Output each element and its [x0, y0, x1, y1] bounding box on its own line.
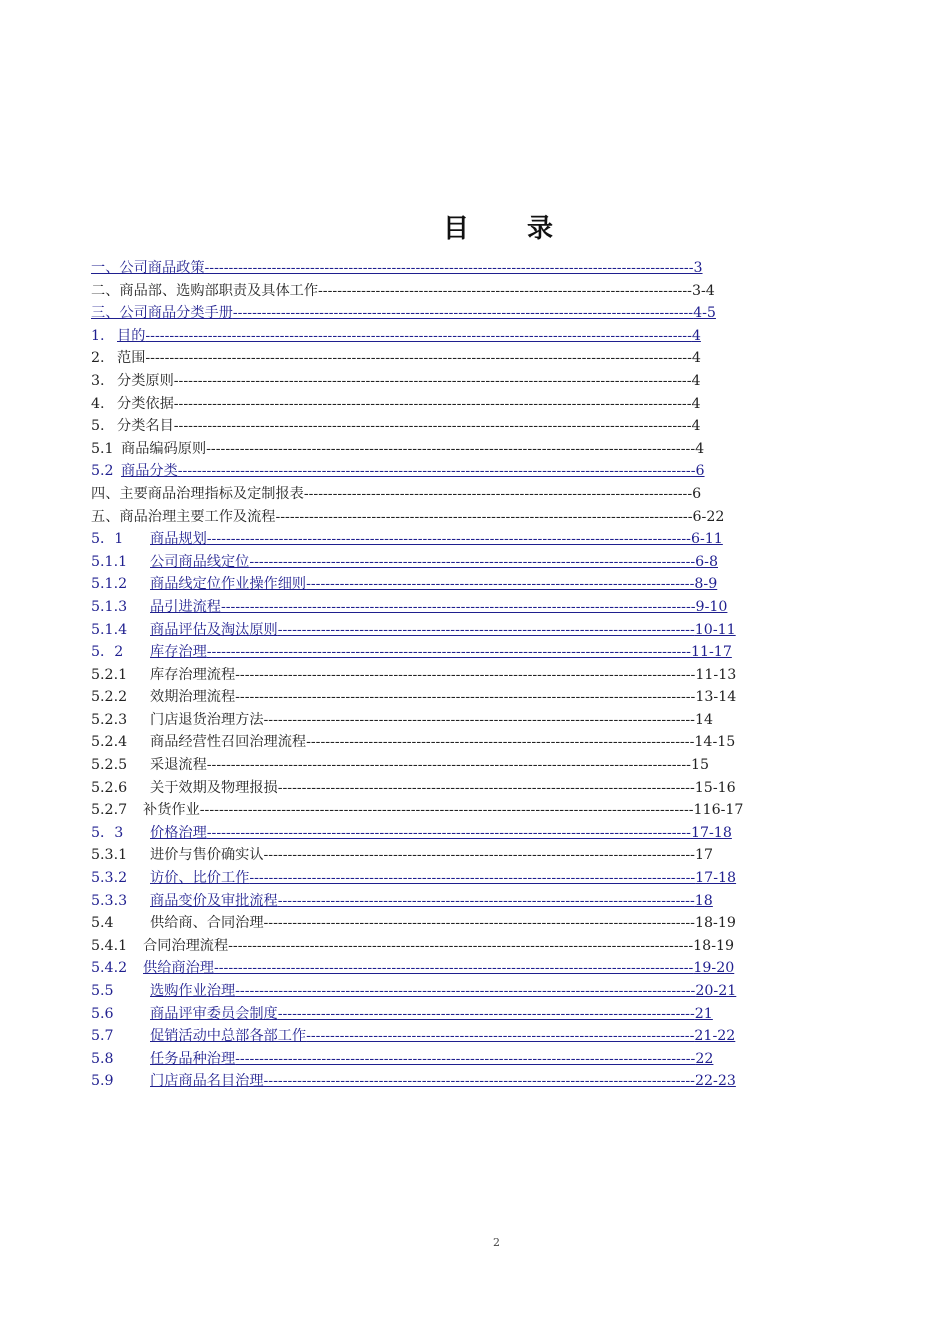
toc-entry-content: [91, 686, 736, 709]
toc-entry-title: 门店商品名目治理: [150, 1073, 264, 1090]
toc-leader-dots: ---------------------------------------------------------------------------------------: [277, 1005, 695, 1022]
toc-entry-page: 21: [694, 1005, 713, 1022]
toc-entry[interactable]: [91, 822, 771, 845]
toc-leader-dots: ---------------------------------------------------------------------------------------------------: [220, 598, 696, 615]
toc-entry[interactable]: [91, 1003, 771, 1026]
toc-entry-content[interactable]: [91, 596, 727, 619]
toc-entry: [91, 935, 771, 958]
toc-entry-number: 5.1.4: [91, 621, 128, 638]
toc-entry-title: 进价与售价确实认: [150, 847, 264, 864]
toc-entry-content[interactable]: [91, 641, 732, 664]
toc-entry-number: 5.9: [91, 1073, 114, 1090]
toc-leader-dots: ---------------------------------------------------------------------------------------------: [249, 870, 696, 887]
toc-entry[interactable]: [91, 573, 771, 596]
toc-entry-title: 分类名目: [117, 418, 174, 435]
toc-entry-number: 5.3.3: [91, 892, 128, 909]
toc-leader-dots: ------------------------------------------------------------------------------------------------: [235, 689, 696, 706]
toc-entry-content[interactable]: [91, 867, 736, 890]
toc-entry-number: 5.4.1: [91, 937, 128, 954]
toc-entry-page: 4: [691, 418, 701, 435]
toc-entry: [91, 777, 771, 800]
toc-entry-content[interactable]: [91, 1070, 736, 1093]
toc-entry-content[interactable]: [91, 1048, 713, 1071]
toc-entry[interactable]: [91, 1048, 771, 1071]
toc-entry-number: 5.3.2: [91, 870, 128, 887]
toc-entry[interactable]: [91, 1025, 771, 1048]
toc-entry-number: 5.1: [91, 440, 114, 457]
toc-entry: [91, 754, 771, 777]
toc-entry-title: 商品评审委员会制度: [150, 1005, 278, 1022]
toc-entry-content: [91, 664, 736, 687]
toc-entry-content: [91, 393, 701, 416]
toc-entry-title: 供给商、合同治理: [150, 915, 264, 932]
toc-entry[interactable]: [91, 980, 771, 1003]
toc-entry-number: 5.8: [91, 1050, 114, 1067]
toc-leader-dots: ------------------------------------------------------------------------------------------------------------: [173, 395, 692, 412]
toc-entry[interactable]: [91, 528, 771, 551]
toc-leader-dots: ------------------------------------------------------------------------------------------: [263, 847, 695, 864]
toc-entry-number: 2.: [91, 350, 105, 367]
toc-entry-title: 采退流程: [150, 757, 207, 774]
toc-leader-dots: ---------------------------------------------------------------------------------------: [275, 508, 693, 525]
toc-entry-number: 5．2: [91, 644, 124, 661]
toc-entry-content: [91, 799, 743, 822]
toc-entry: [91, 347, 771, 370]
toc-entry-title: 目的: [117, 327, 146, 344]
toc-entry-title: 促销活动中总部各部工作: [150, 1028, 307, 1045]
table-of-contents: [91, 257, 771, 1093]
toc-entry-title: 商品经营性召回治理流程: [150, 734, 307, 751]
toc-entry-title: 一、公司商品政策: [91, 260, 205, 276]
toc-leader-dots: ------------------------------------------------------------------------------------------: [263, 915, 695, 932]
toc-entry-number: 5.2.3: [91, 711, 128, 728]
toc-entry-title: 分类原则: [117, 372, 174, 389]
toc-entry-page: 18-19: [693, 937, 735, 954]
toc-entry-content: [91, 912, 736, 935]
toc-entry-title: 商品评估及淘汰原则: [150, 621, 278, 638]
toc-entry-title: 四、主要商品治理指标及定制报表: [91, 485, 304, 502]
toc-entry-number: 5.2.4: [91, 734, 128, 751]
toc-entry[interactable]: [91, 325, 771, 348]
toc-entry-content: [91, 935, 734, 958]
toc-entry-title: 库存治理流程: [150, 666, 236, 683]
toc-entry-page: 6-22: [692, 508, 725, 525]
toc-leader-dots: -------------------------------------------------------------------------------------------------: [228, 937, 694, 954]
toc-leader-dots: -----------------------------------------------------------------------------------------------------: [206, 644, 691, 661]
toc-entry-title: 任务品种治理: [150, 1050, 236, 1067]
toc-entry[interactable]: [91, 257, 771, 280]
toc-entry-page: 10-11: [694, 621, 736, 638]
toc-entry-content[interactable]: [91, 980, 736, 1003]
toc-entry-number: 5.4.2: [91, 960, 128, 977]
toc-entry-title: 二、商品部、选购部职责及具体工作: [91, 282, 319, 299]
toc-entry-title: 库存治理: [150, 644, 207, 661]
toc-entry-page: 11-13: [695, 666, 737, 683]
toc-leader-dots: -----------------------------------------------------------------------------------------------------: [206, 531, 691, 548]
toc-entry[interactable]: [91, 867, 771, 890]
toc-entry-content[interactable]: [91, 957, 734, 980]
toc-entry-page: 6: [692, 485, 702, 502]
toc-entry: [91, 844, 771, 867]
toc-title-right: 录: [527, 214, 556, 244]
toc-entry[interactable]: [91, 957, 771, 980]
toc-entry-content: [91, 370, 701, 393]
toc-entry-page: 13-14: [695, 689, 737, 706]
toc-entry[interactable]: [91, 460, 771, 483]
toc-leader-dots: ------------------------------------------------------------------------------------------------------------: [173, 372, 692, 389]
toc-leader-dots: ---------------------------------------------------------------------------------: [303, 485, 693, 502]
toc-entry[interactable]: [91, 596, 771, 619]
toc-entry-number: 5.7: [91, 1028, 114, 1045]
toc-entry-title: 效期治理流程: [150, 689, 236, 706]
toc-entry-content[interactable]: [91, 822, 732, 845]
toc-entry-content: [91, 483, 701, 506]
toc-entry-number: 5.2: [91, 463, 114, 480]
toc-entry-title: 补货作业: [143, 802, 200, 819]
toc-entry-title: 商品变价及审批流程: [150, 892, 278, 909]
toc-entry: [91, 731, 771, 754]
toc-entry-page: 18-19: [694, 915, 736, 932]
toc-entry-number: 5.2.5: [91, 757, 128, 774]
toc-entry-title: 供给商治理: [143, 960, 214, 977]
toc-entry-number: 5.2.1: [91, 666, 128, 683]
toc-entry-page: 6-11: [690, 531, 723, 548]
toc-entry-content: [91, 347, 701, 370]
toc-entry-page: 20-21: [695, 983, 737, 999]
toc-entry-content: [91, 844, 713, 867]
toc-entry[interactable]: [91, 551, 771, 574]
toc-entry-content[interactable]: [91, 573, 717, 596]
toc-leader-dots: ------------------------------------------------------------------------------------------------------------------: [145, 327, 692, 344]
toc-entry-page: 22: [695, 1050, 714, 1067]
toc-entry: [91, 393, 771, 416]
toc-leader-dots: ------------------------------------------------------------------------------------------------: [235, 983, 696, 999]
toc-entry-content: [91, 506, 724, 529]
toc-entry-page: 116-17: [693, 802, 744, 819]
toc-entry-number: 5.: [91, 418, 105, 435]
toc-entry-page: 4: [691, 350, 701, 367]
toc-entry-title: 关于效期及物理报损: [150, 779, 278, 796]
toc-entry-content[interactable]: [91, 528, 723, 551]
toc-title: [0, 208, 950, 245]
toc-entry-page: 21-22: [694, 1028, 736, 1045]
toc-leader-dots: ---------------------------------------------------------------------------------------: [277, 621, 695, 638]
toc-entry: [91, 912, 771, 935]
toc-leader-dots: ---------------------------------------------------------------------------------: [306, 1028, 695, 1045]
toc-entry-page: 17-18: [690, 824, 732, 841]
toc-title-left: 目: [442, 214, 471, 244]
toc-leader-dots: ---------------------------------------------------------------------------------------: [277, 892, 695, 909]
toc-entry: [91, 280, 771, 303]
toc-entry: [91, 370, 771, 393]
toc-entry-page: 14: [694, 711, 714, 728]
toc-entry-number: 5．1: [91, 531, 124, 548]
toc-entry-content[interactable]: [91, 1003, 713, 1026]
toc-entry-content: [91, 415, 701, 438]
toc-entry-page: 4: [691, 395, 701, 412]
toc-leader-dots: ------------------------------------------------------------------------------------------------------------: [173, 418, 692, 435]
toc-leader-dots: ---------------------------------------------------------------------------------------------: [249, 553, 696, 570]
toc-entry-title: 门店退货治理方法: [150, 711, 264, 728]
toc-leader-dots: ------------------------------------------------------------------------------------------: [263, 1073, 695, 1090]
toc-entry-number: 5.1.2: [91, 576, 128, 593]
toc-entry-page: 19-20: [693, 960, 735, 977]
toc-entry: [91, 799, 771, 822]
toc-entry-page: 18: [694, 892, 713, 909]
toc-entry-page: 4: [695, 440, 705, 457]
toc-entry: [91, 506, 771, 529]
toc-entry-title: 访价、比价工作: [150, 870, 250, 887]
toc-entry-content[interactable]: [91, 551, 718, 574]
toc-entry-content: [91, 777, 736, 800]
toc-entry-page: 8-9: [694, 576, 718, 593]
toc-entry-title: 公司商品线定位: [150, 553, 250, 570]
toc-entry-content: [91, 709, 713, 732]
toc-entry-page: 4-5: [693, 305, 716, 322]
toc-entry-content: [91, 731, 735, 754]
toc-entry-number: 5.6: [91, 1005, 114, 1022]
toc-entry-content[interactable]: [91, 619, 736, 642]
toc-leader-dots: ---------------------------------------------------------------------------------: [306, 576, 695, 593]
toc-entry[interactable]: [91, 641, 771, 664]
toc-entry: [91, 686, 771, 709]
toc-entry: [91, 438, 771, 461]
toc-entry-title: 商品编码原则: [121, 440, 207, 457]
toc-leader-dots: -------------------------------------------------------------------------------------------------------: [199, 802, 694, 819]
toc-leader-dots: ---------------------------------------------------------------------------------------: [277, 779, 695, 796]
page-number: 2: [493, 1236, 500, 1249]
toc-entry-content: [91, 438, 704, 461]
toc-entry-page: 6-8: [695, 553, 719, 570]
toc-entry-title: 五、商品治理主要工作及流程: [91, 508, 276, 525]
toc-entry-page: 17: [694, 847, 714, 864]
toc-entry-page: 6: [695, 463, 705, 480]
toc-entry-content[interactable]: [91, 302, 716, 325]
toc-entry-number: 5．3: [91, 824, 124, 841]
toc-entry-number: 5.5: [91, 983, 114, 999]
toc-entry-content[interactable]: [91, 460, 705, 483]
toc-entry-title: 品引进流程: [150, 598, 221, 615]
toc-entry: [91, 415, 771, 438]
toc-entry-title: 三、公司商品分类手册: [91, 305, 233, 322]
toc-entry-number: 5.3.1: [91, 847, 128, 864]
toc-entry-content: [91, 754, 709, 777]
toc-entry[interactable]: [91, 890, 771, 913]
toc-entry-number: 5.2.6: [91, 779, 128, 796]
toc-entry-title: 商品分类: [121, 463, 178, 480]
toc-entry-content[interactable]: [91, 325, 701, 348]
toc-entry-number: 5.1.3: [91, 598, 128, 615]
toc-entry-number: 5.2.2: [91, 689, 128, 706]
toc-entry-number: 5.1.1: [91, 553, 128, 570]
toc-entry-number: 3.: [91, 372, 105, 389]
toc-entry-number: 1.: [91, 327, 105, 344]
toc-leader-dots: ---------------------------------------------------------------------------------: [306, 734, 695, 751]
toc-entry-page: 3-4: [691, 282, 715, 299]
toc-leader-dots: ------------------------------------------------------------------------------------------------: [232, 305, 694, 322]
toc-entry-page: 4: [691, 327, 701, 344]
toc-entry-number: 5.4: [91, 915, 114, 932]
toc-entry-page: 11-17: [690, 644, 732, 661]
toc-entry-title: 选购作业治理: [150, 983, 236, 999]
toc-leader-dots: ------------------------------------------------------------------------------------------------------------: [177, 463, 696, 480]
toc-entry-title: 商品规划: [150, 531, 207, 548]
toc-leader-dots: ------------------------------------------------------------------------------------------------------------------: [145, 350, 692, 367]
toc-entry-content[interactable]: [91, 890, 713, 913]
toc-leader-dots: -----------------------------------------------------------------------------------------------------: [206, 757, 691, 774]
toc-entry[interactable]: [91, 1070, 771, 1093]
toc-leader-dots: -----------------------------------------------------------------------------------------------------: [206, 824, 691, 841]
toc-leader-dots: ------------------------------------------------------------------------------: [318, 282, 692, 299]
toc-entry-page: 15-16: [694, 779, 736, 796]
toc-entry: [91, 483, 771, 506]
toc-entry[interactable]: [91, 302, 771, 325]
toc-entry: [91, 709, 771, 732]
toc-leader-dots: ------------------------------------------------------------------------------------------------------: [204, 260, 694, 276]
toc-entry-page: 17-18: [695, 870, 737, 887]
toc-entry-content: [91, 280, 715, 303]
toc-leader-dots: ----------------------------------------------------------------------------------------------------: [213, 960, 694, 977]
toc-leader-dots: ------------------------------------------------------------------------------------------------------: [206, 440, 696, 457]
toc-entry-content[interactable]: [91, 1025, 735, 1048]
toc-entry-page: 15: [690, 757, 710, 774]
toc-entry-title: 范围: [117, 350, 146, 367]
toc-entry-page: 14-15: [694, 734, 736, 751]
toc-entry-title: 合同治理流程: [143, 937, 229, 954]
toc-leader-dots: ------------------------------------------------------------------------------------------------: [235, 1050, 696, 1067]
toc-entry-number: 5.2.7: [91, 802, 128, 819]
toc-leader-dots: ------------------------------------------------------------------------------------------------: [235, 666, 696, 683]
toc-entry-page: 4: [691, 372, 701, 389]
toc-entry-page: 22-23: [694, 1073, 736, 1090]
toc-entry-title: 商品线定位作业操作细则: [150, 576, 307, 593]
toc-entry-page: 9-10: [695, 598, 728, 615]
toc-entry-content[interactable]: [91, 257, 703, 280]
toc-entry-title: 分类依据: [117, 395, 174, 412]
toc-entry[interactable]: [91, 619, 771, 642]
toc-entry-title: 价格治理: [150, 824, 207, 841]
toc-entry: [91, 664, 771, 687]
toc-leader-dots: ------------------------------------------------------------------------------------------: [263, 711, 695, 728]
toc-entry-page: 3: [693, 260, 703, 276]
toc-entry-number: 4.: [91, 395, 105, 412]
